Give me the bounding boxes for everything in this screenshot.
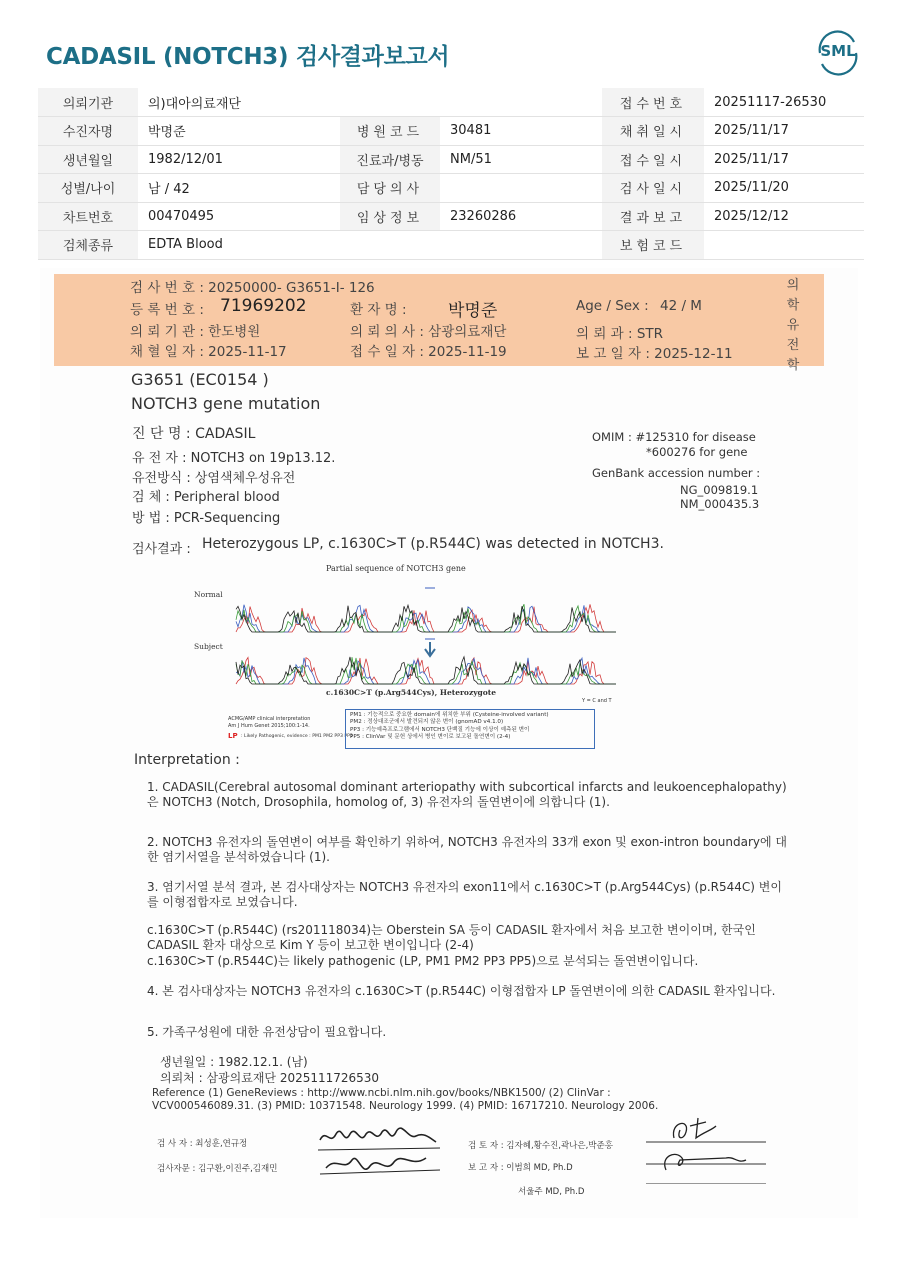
interp-1: 1. CADASIL(Cerebral autosomal dominant arteriopathy with subcortical infarcts and leukoencephalopathy)은 NOTCH3 (Notch, Drosophila, homolog of, 3) 유전자의 돌연변이에 의합니다 (1). xyxy=(147,780,787,809)
omim-gene: *600276 for gene xyxy=(646,445,748,459)
reg-no: 71969202 xyxy=(220,296,307,316)
label-dept: 진료과/병동 xyxy=(340,145,440,174)
diagnosis: 진 단 명 : CADASIL xyxy=(132,426,256,442)
label-receive-date: 접수일시 xyxy=(602,145,704,174)
band-receive: 접 수 일 자 : 2025-11-19 xyxy=(350,344,507,360)
examiner-signature xyxy=(316,1116,446,1186)
reviewer-signature xyxy=(646,1112,776,1184)
reporter: 보 고 자 : 이범희 MD, Ph.D xyxy=(468,1163,573,1173)
interpretation-title: Interpretation : xyxy=(134,752,240,768)
table-row xyxy=(38,202,864,231)
variant-arrow-icon xyxy=(425,642,435,656)
normal-trace-0 xyxy=(236,604,616,632)
test-code: G3651 (EC0154 ) xyxy=(131,370,269,389)
value-test-date: 2025/11/20 xyxy=(704,174,864,203)
interp-5: 5. 가족구성원에 대한 유전상담이 필요합니다. xyxy=(147,1025,387,1039)
yct-note: Y = C and T xyxy=(582,698,612,704)
gene: 유 전 자 : NOTCH3 on 19p13.12. xyxy=(132,451,336,466)
omim-disease: OMIM : #125310 for disease xyxy=(592,430,756,444)
reporter-2: 서울주 MD, Ph.D xyxy=(518,1187,585,1197)
subject-trace-0 xyxy=(236,658,616,685)
subject-label: Subject xyxy=(194,642,223,651)
label-report-date: 결과보고 xyxy=(602,202,704,231)
table-row xyxy=(38,231,864,260)
value-specimen: EDTA Blood xyxy=(138,231,602,260)
value-receipt-no: 20251117-26530 xyxy=(704,88,864,117)
figure-title: Partial sequence of NOTCH3 gene xyxy=(326,564,466,573)
label-collect-date: 채취일시 xyxy=(602,117,704,146)
patient-name: 박명준 xyxy=(448,301,498,321)
report-title: CADASIL (NOTCH3) 검사결과보고서 xyxy=(46,44,450,70)
evidence-pp5: PP5 : ClinVar 및 문헌 상에서 병인 변이로 보고된 돌연변이 (2-4) xyxy=(350,734,511,741)
table-row xyxy=(38,145,864,174)
genbank-label: GenBank accession number : xyxy=(592,466,761,480)
label-hospital-code: 병원코드 xyxy=(340,117,440,146)
interp-3b: c.1630C>T (p.R544C) (rs201118034)는 Oberstein SA 등이 CADASIL 환자에서 처음 보고한 변이이며, 한국인 CADASIL 환자 대상으로 Kim Y 등이 보고한 변이입니다 (2-4) xyxy=(147,923,756,952)
reg-label: 등 록 번 호 : xyxy=(130,302,204,318)
scanned-report xyxy=(40,268,858,1218)
table-row xyxy=(38,174,864,203)
band-doctor: 의 뢰 의 사 : 삼광의료재단 xyxy=(350,324,507,340)
value-collect-date: 2025/11/17 xyxy=(704,117,864,146)
label-test-date: 검사일시 xyxy=(602,174,704,203)
inheritance: 유전방식 : 상염색체우성유전 xyxy=(132,471,296,486)
value-receive-date: 2025/11/17 xyxy=(704,145,864,174)
interp-3c: c.1630C>T (p.R544C)는 likely pathogenic (LP, PM1 PM2 PP3 PP5)으로 분석되는 돌연변이입니다. xyxy=(147,954,699,968)
accession-nm: NM_000435.3 xyxy=(680,497,760,511)
method: 방 법 : PCR-Sequencing xyxy=(132,511,281,526)
vertical-dept-label: 의 학 유 전 학 xyxy=(786,278,800,373)
table-row xyxy=(38,117,864,146)
result-text: Heterozygous LP, c.1630C>T (p.R544C) was detected in NOTCH3. xyxy=(202,536,664,552)
interp-4: 4. 본 검사대상자는 NOTCH3 유전자의 c.1630C>T (p.R544C) 이형접합자 LP 돌연변이에 의한 CADASIL 환자입니다. xyxy=(147,984,776,998)
patient-label: 환 자 명 : xyxy=(350,302,407,318)
evidence-pp3: PP3 : 기능예측프로그램에서 NOTCH3 단백질 기능에 이상이 예측된 변이 xyxy=(350,726,530,733)
advisor: 검사자문 : 김구환,이진주,김재민 xyxy=(157,1164,278,1174)
interp-2: 2. NOTCH3 유전자의 돌연변이 여부를 확인하기 위하여, NOTCH3 유전자의 33개 exon 및 exon-intron boundary에 대한 염기서열을 분석하였습니다 (1). xyxy=(147,835,787,864)
value-insurance xyxy=(704,231,864,260)
subject-trace-2 xyxy=(236,657,616,684)
label-birth: 생년월일 xyxy=(38,145,138,174)
sml-logo xyxy=(814,30,862,76)
value-sex-age: 남 / 42 xyxy=(138,174,340,203)
label-clinical: 임상정보 xyxy=(340,202,440,231)
value-patient: 박명준 xyxy=(138,117,340,146)
band-dept: 의 뢰 과 : STR xyxy=(576,326,664,342)
value-institution: 의)대아의료재단 xyxy=(138,88,602,117)
interp-3: 3. 염기서열 분석 결과, 본 검사대상자는 NOTCH3 유전자의 exon11에서 c.1630C>T (p.Arg544Cys) (p.R544C) 변이를 이형접합자로 보였습니다. xyxy=(147,880,782,909)
test-no: 검 사 번 호 : 20250000- G3651-I- 126 xyxy=(130,280,375,296)
figure-caption: c.1630C>T (p.Arg544Cys), Heterozygote xyxy=(326,688,497,697)
normal-trace-3 xyxy=(236,605,616,632)
subject-trace-1 xyxy=(236,658,616,684)
value-dept: NM/51 xyxy=(440,145,602,174)
evidence-pm1: PM1 : 기능적으로 중요한 domain에 위치한 부위 (Cysteine-involved variant) xyxy=(350,712,549,718)
evidence-pm2: PM2 : 정상대조군에서 발견되지 않은 변이 (gnomAD v4.1.0) xyxy=(350,719,504,726)
reviewer: 검 토 자 : 김자혜,황수진,곽나은,박준홍 xyxy=(468,1141,613,1151)
report-header-band xyxy=(54,274,824,373)
label-specimen: 검체종류 xyxy=(38,231,138,260)
label-institution: 의뢰기관 xyxy=(38,88,138,117)
normal-label: Normal xyxy=(194,590,223,599)
value-hospital-code: 30481 xyxy=(440,117,602,146)
normal-trace-1 xyxy=(236,605,616,632)
reference: Reference (1) GeneReviews : http://www.ncbi.nlm.nih.gov/books/NBK1500/ (2) ClinVar : VCV000546089.31. (3) PMID: 10371548. Neurology 1999. (4) PMID: 16717210. Neurology 2006. xyxy=(152,1087,659,1112)
test-name: NOTCH3 gene mutation xyxy=(131,394,321,413)
table-row xyxy=(38,88,864,117)
agesex-label: Age / Sex : xyxy=(576,298,649,314)
label-receipt-no: 접수번호 xyxy=(602,88,704,117)
birth-line: 생년월일 : 1982.12.1. (남) xyxy=(160,1055,308,1069)
chromatogram-traces xyxy=(190,572,620,702)
value-chart-no: 00470495 xyxy=(138,202,340,231)
lp-text: : Likely Pathogenic, evidence : PM1 PM2 PP3 PP5 xyxy=(241,734,353,739)
specimen: 검 체 : Peripheral blood xyxy=(132,490,280,505)
label-chart-no: 차트번호 xyxy=(38,202,138,231)
value-doctor xyxy=(440,174,602,203)
lp-label: LP xyxy=(228,732,238,740)
acmg-line-1: ACMG/AMP clinical interpretation xyxy=(228,716,311,722)
band-report: 보 고 일 자 : 2025-12-11 xyxy=(576,346,733,362)
evidence-legend xyxy=(345,709,595,749)
value-clinical: 23260286 xyxy=(440,202,602,231)
label-sex-age: 성별/나이 xyxy=(38,174,138,203)
examiner: 검 사 자 : 최성훈,연규정 xyxy=(157,1139,248,1149)
band-collect: 채 혈 일 자 : 2025-11-17 xyxy=(130,344,287,360)
subject-trace-3 xyxy=(236,657,616,684)
patient-info-table xyxy=(38,88,864,260)
band-institution: 의 뢰 기 관 : 한도병원 xyxy=(130,324,261,340)
value-report-date: 2025/12/12 xyxy=(704,202,864,231)
requester-line: 의뢰처 : 삼광의료재단 2025111726530 xyxy=(160,1071,380,1085)
label-insurance: 보험코드 xyxy=(602,231,704,260)
label-doctor: 담당의사 xyxy=(340,174,440,203)
accession-ng: NG_009819.1 xyxy=(680,483,759,497)
agesex-value: 42 / M xyxy=(660,298,702,314)
acmg-line-2: Am J Hum Genet 2015;100:1-14. xyxy=(228,723,310,729)
result-label: 검사결과 : xyxy=(132,542,191,557)
label-patient: 수진자명 xyxy=(38,117,138,146)
value-birth: 1982/12/01 xyxy=(138,145,340,174)
normal-trace-2 xyxy=(236,604,616,632)
logo-text: SML xyxy=(820,42,856,60)
